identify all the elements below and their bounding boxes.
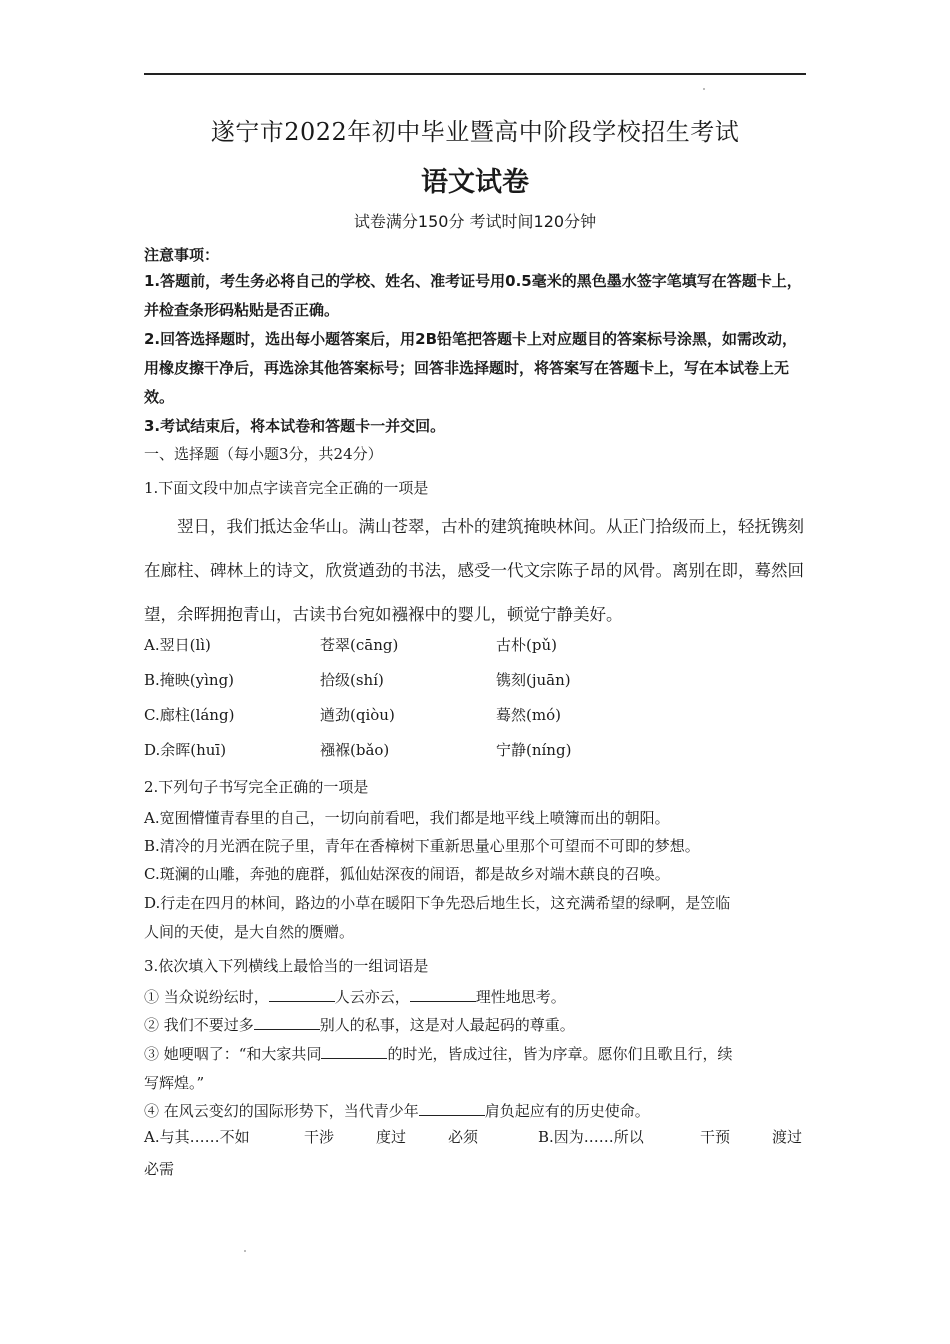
option-b-item-1: B.掩映(yìng)	[144, 671, 235, 689]
q3-stem: 3.依次填入下列横线上最恰当的一组词语是	[144, 957, 429, 975]
q3-option-b-2: 干预	[700, 1128, 731, 1146]
q3-option-a-3: 度过	[376, 1128, 407, 1146]
option-b-item-3: 镌刻(juān)	[496, 671, 571, 689]
q1-option-c	[144, 704, 806, 733]
q3-sentence-2	[144, 1011, 806, 1040]
q3-s4-part1: ④ 在风云变幻的国际形势下，当代青少年	[144, 1102, 419, 1120]
q3-s4-part2: 肩负起应有的历史使命。	[484, 1102, 650, 1120]
q3-sentence-1	[144, 983, 806, 1012]
q1-option-d	[144, 739, 806, 768]
fill-blank	[254, 1013, 320, 1030]
q2-option-c: C.斑澜的山雕，奔弛的鹿群，狐仙姑深夜的闹语，都是故乡对端木蕻良的召唤。	[144, 865, 670, 883]
q3-sentence-3-cont: 写辉煌。”	[144, 1074, 205, 1092]
fill-blank	[269, 985, 335, 1002]
notice-heading: 注意事项：	[144, 246, 220, 264]
fill-blank	[321, 1042, 387, 1059]
q1-stem: 1.下面文段中加点字读音完全正确的一项是	[144, 479, 429, 497]
fill-blank	[419, 1099, 485, 1116]
option-a-item-2: 苍翠(cāng)	[320, 636, 399, 654]
q3-option-b-1: B.因为……所以	[538, 1128, 644, 1146]
exam-title: 遂宁市2022年初中毕业暨高中阶段学校招生考试	[210, 118, 740, 146]
q2-option-a: A.宽囿懵懂青春里的自己，一切向前看吧，我们都是地平线上喷簿而出的朝阳。	[144, 809, 670, 827]
q2-option-d-line1: D.行走在四月的林间，路边的小草在暖阳下争先恐后地生长，这充满希望的绿啊，是笠临	[144, 894, 731, 912]
notice-item-3: 3.考试结束后，将本试卷和答题卡一并交回。	[144, 417, 446, 435]
scan-speck	[244, 1250, 246, 1252]
q3-s3-part1: ③ 她哽咽了：“和大家共同	[144, 1045, 322, 1063]
notice-item-1: 1.答题前，考生务必将自己的学校、姓名、准考证号用0.5毫米的黑色墨水签字笔填写在答题卡上，并检查条形码粘贴是否正确。	[144, 272, 802, 319]
q3-s2-part1: ② 我们不要过多	[144, 1016, 254, 1034]
exam-info: 试卷满分150分 考试时间120分钟	[353, 212, 597, 231]
option-a-item-1: A.翌日(lì)	[144, 636, 211, 654]
q3-s1-part1: ① 当众说纷纭时，	[144, 988, 269, 1006]
q3-option-a-2: 干涉	[304, 1128, 335, 1146]
q2-option-b: B.清冷的月光洒在院子里，青年在香樟树下重新思量心里那个可望而不可即的梦想。	[144, 837, 700, 855]
q2-option-d-line2: 人间的天使，是大自然的赝赠。	[144, 923, 355, 941]
option-a-item-3: 古朴(pǔ)	[496, 636, 557, 654]
option-d-item-3: 宁静(níng)	[496, 741, 572, 759]
section-heading: 一、选择题（每小题3分，共24分）	[144, 445, 383, 463]
option-c-item-3: 蓦然(mó)	[496, 706, 561, 724]
q3-s2-part2: 别人的私事，这是对人最起码的尊重。	[319, 1016, 575, 1034]
q3-s1-part3: 理性地思考。	[475, 988, 566, 1006]
option-c-item-1: C.廊柱(láng)	[144, 706, 235, 724]
option-d-item-1: D.余晖(huī)	[144, 741, 227, 759]
q3-option-b-tail: 必需	[144, 1160, 175, 1178]
option-d-item-2: 襁褓(bǎo)	[320, 741, 390, 759]
option-c-item-2: 遒劲(qiòu)	[320, 706, 395, 724]
q3-option-a-1: A.与其……不如	[144, 1128, 250, 1146]
notice-item-2: 2.回答选择题时，选出每小题答案后，用2B铅笔把答题卡上对应题目的答案标号涂黑，如需改动，用橡皮擦干净后，再选涂其他答案标号；回答非选择题时，将答案写在答题卡上，写在本试卷上无效。	[144, 330, 798, 406]
scan-speck	[703, 88, 705, 90]
top-rule	[144, 73, 806, 75]
q2-stem: 2.下列句子书写完全正确的一项是	[144, 778, 369, 796]
q3-sentence-4	[144, 1097, 806, 1126]
q3-s3-part2: 的时光，皆成过往，皆为序章。愿你们且歌且行，续	[387, 1045, 733, 1063]
option-b-item-2: 拾级(shí)	[320, 671, 384, 689]
q1-option-a	[144, 634, 806, 663]
q3-options-row	[144, 1126, 806, 1155]
q1-option-b	[144, 669, 806, 698]
q3-s1-part2: 人云亦云，	[334, 988, 410, 1006]
fill-blank	[410, 985, 476, 1002]
q3-option-b-3: 渡过	[772, 1128, 803, 1146]
q1-passage: 翌日，我们抵达金华山。满山苍翠，古朴的建筑掩映林间。从正门拾级而上，轻抚镌刻在廊柱、碑林上的诗文，欣赏遒劲的书法，感受一代文宗陈子昂的风骨。离别在即，蓦然回望，余晖拥抱青山，古读书台宛如襁褓中的婴儿，顿觉宁静美好。	[144, 517, 804, 624]
q3-option-a-4: 必须	[448, 1128, 479, 1146]
q3-sentence-3	[144, 1040, 806, 1069]
subject-title: 语文试卷	[421, 167, 529, 198]
